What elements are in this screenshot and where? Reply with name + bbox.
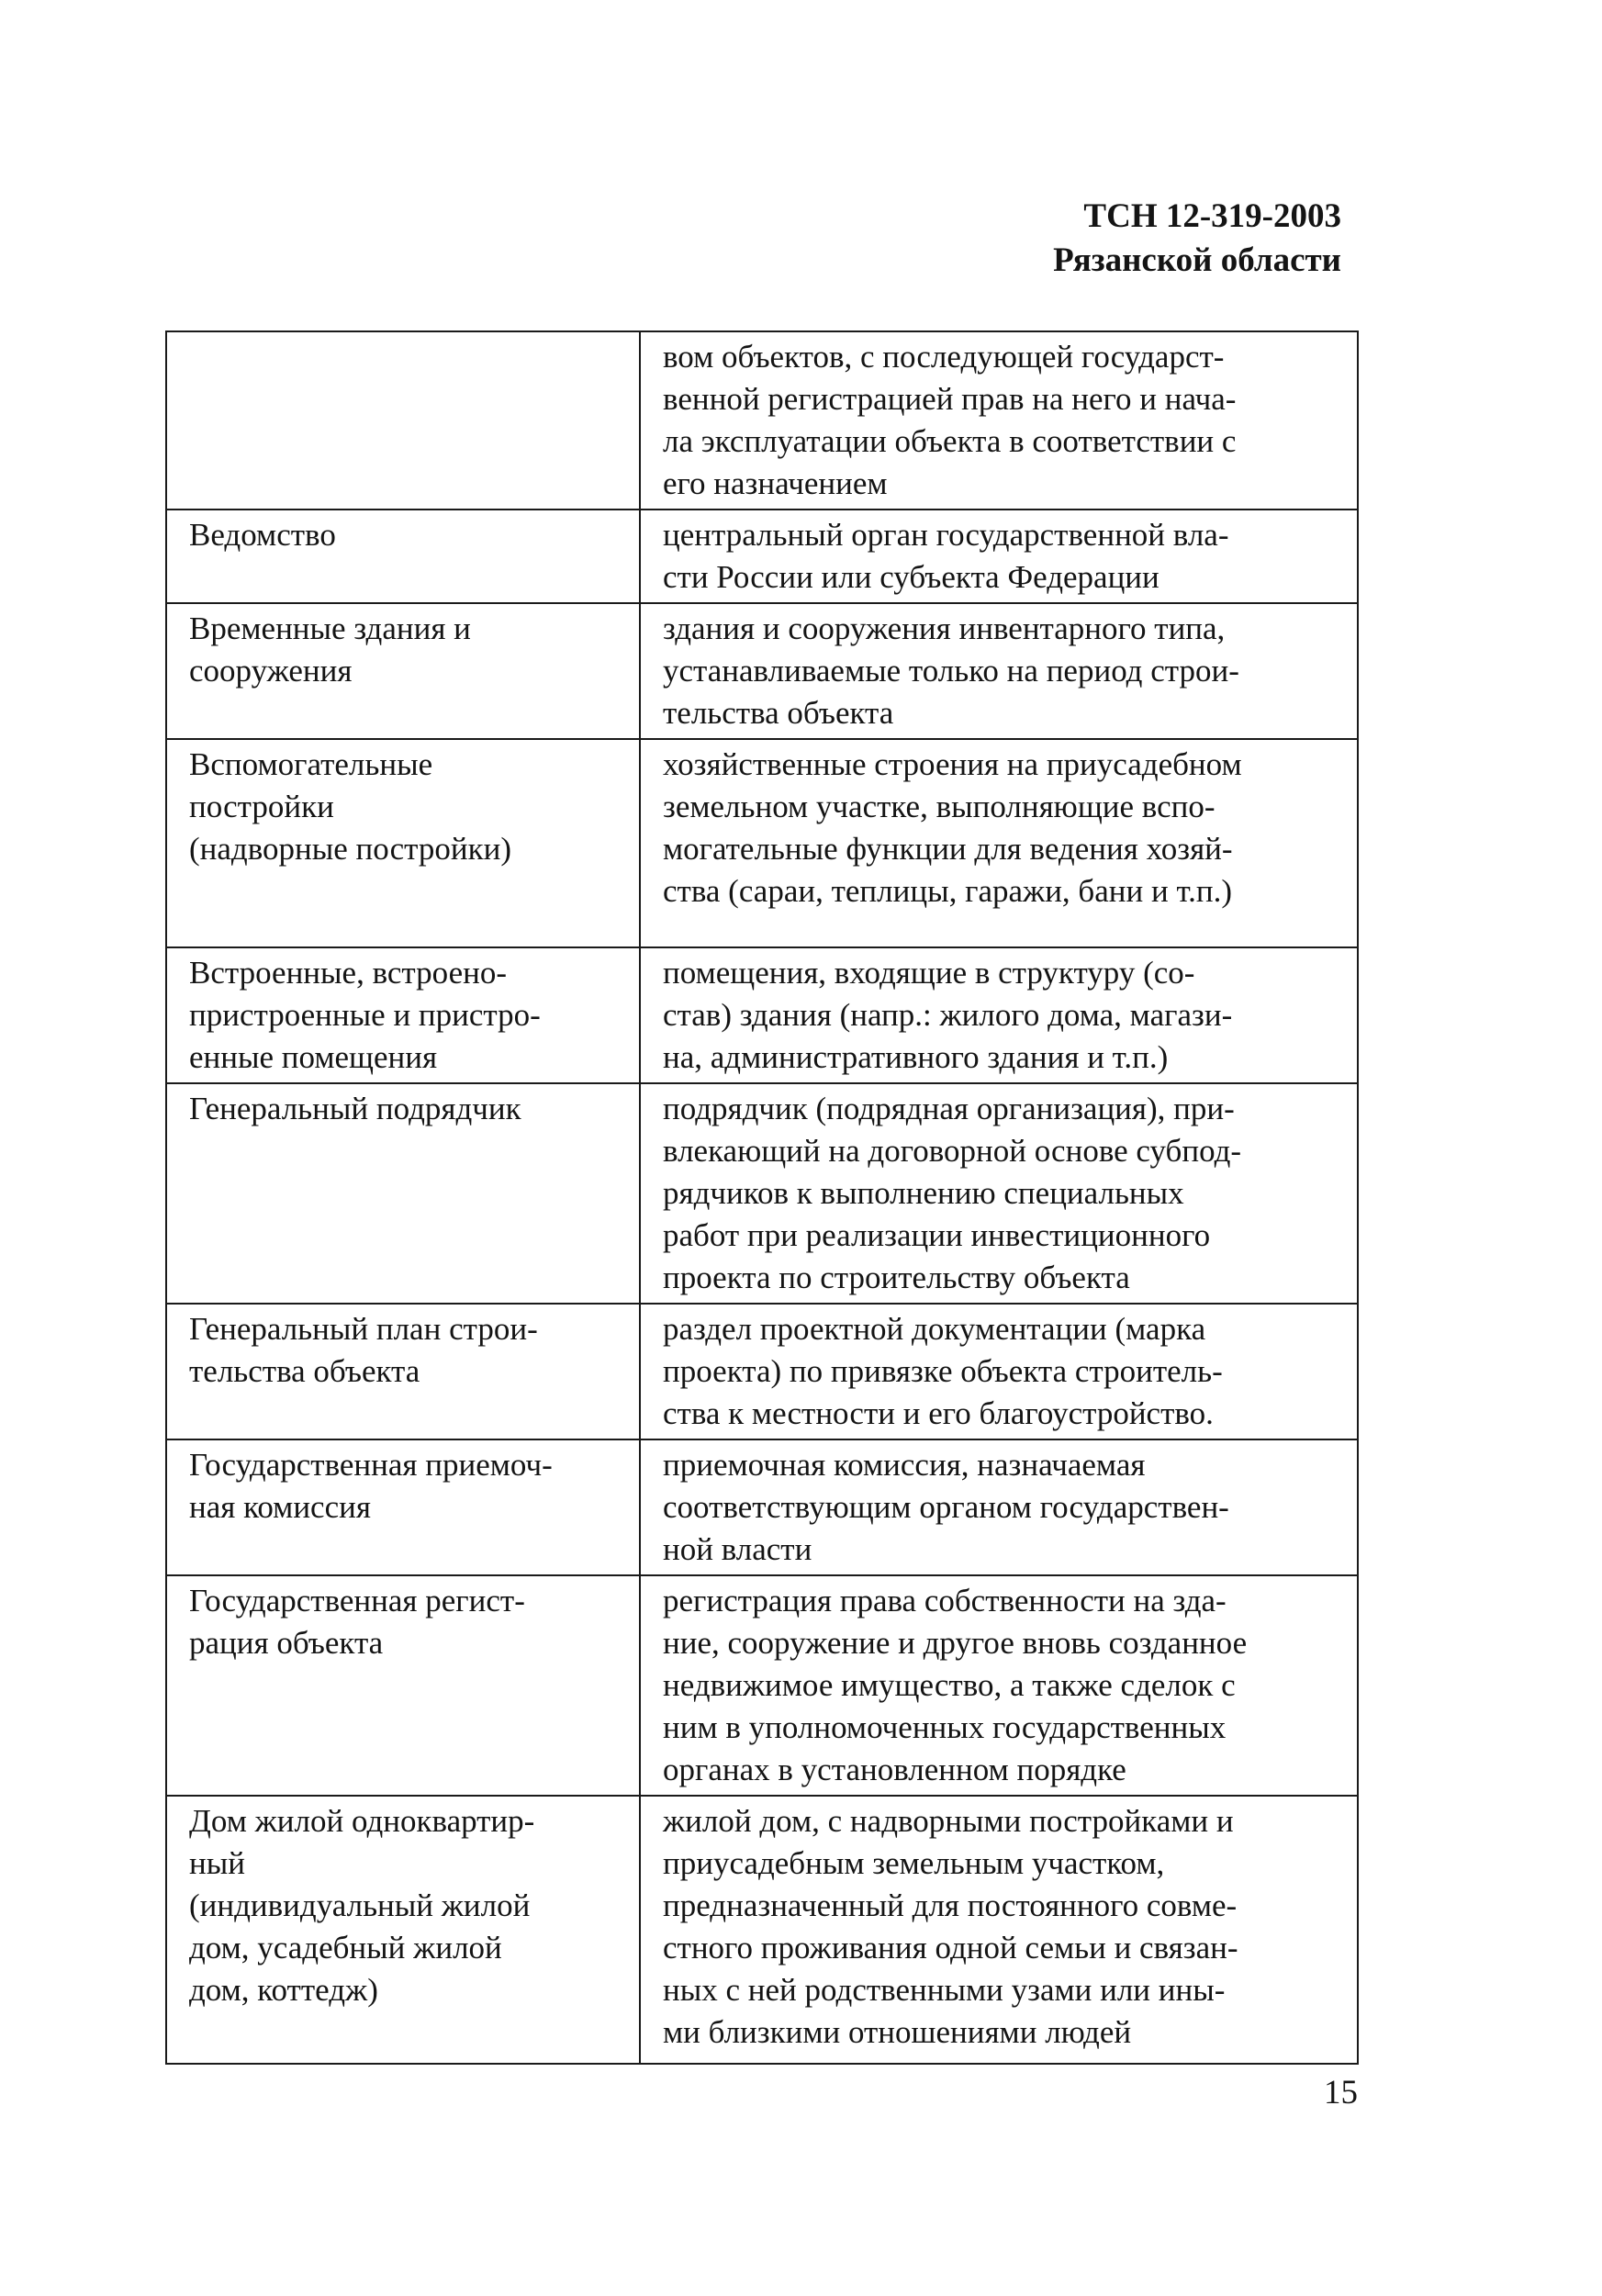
term-line: Государственная регист- bbox=[189, 1583, 525, 1618]
term-line: (надворные постройки) bbox=[189, 831, 512, 867]
definition-line: стного проживания одной семьи и связан- bbox=[663, 1930, 1238, 1966]
definition-line: жилой дом, с надворными постройками и bbox=[663, 1803, 1234, 1839]
definition-cell bbox=[640, 1575, 1358, 1796]
table-row bbox=[166, 1439, 1358, 1575]
term-cell bbox=[166, 1083, 640, 1304]
table-row bbox=[166, 739, 1358, 947]
table-row bbox=[166, 1304, 1358, 1439]
definition-line: ми близкими отношениями людей bbox=[663, 2014, 1132, 2050]
definition-line: устанавливаемые только на период строи- bbox=[663, 653, 1239, 689]
definition-line: органах в установленном порядке bbox=[663, 1752, 1126, 1787]
term-line: Дом жилой одноквартир- bbox=[189, 1803, 535, 1839]
page-number: 15 bbox=[1324, 2074, 1358, 2111]
term-line: Временные здания и bbox=[189, 610, 471, 646]
definition-line: на, административного здания и т.п.) bbox=[663, 1039, 1169, 1075]
term-line: постройки bbox=[189, 789, 334, 824]
term-line: енные помещения bbox=[189, 1039, 438, 1075]
definition-cell bbox=[640, 1304, 1358, 1439]
term-line: пристроенные и пристро- bbox=[189, 997, 541, 1033]
definition-line: земельном участке, выполняющие вспо- bbox=[663, 789, 1216, 824]
definition-line: помещения, входящие в структуру (со- bbox=[663, 955, 1195, 991]
definition-cell bbox=[640, 1796, 1358, 2064]
definition-line: став) здания (напр.: жилого дома, магази- bbox=[663, 997, 1233, 1033]
table-row bbox=[166, 947, 1358, 1083]
definition-cell bbox=[640, 1439, 1358, 1575]
term-line: тельства объекта bbox=[189, 1353, 420, 1389]
term-line: Государственная приемоч- bbox=[189, 1447, 553, 1483]
term-line: Ведомство bbox=[189, 517, 336, 553]
term-line: дом, усадебный жилой bbox=[189, 1930, 502, 1966]
definition-cell bbox=[640, 739, 1358, 947]
term-line: Вспомогательные bbox=[189, 746, 433, 782]
term-cell bbox=[166, 510, 640, 603]
term-cell bbox=[166, 739, 640, 947]
table-row bbox=[166, 1083, 1358, 1304]
definition-cell bbox=[640, 331, 1358, 510]
definition-line: сти России или субъекта Федерации bbox=[663, 559, 1159, 595]
document-code: ТСН 12-319-2003 bbox=[1083, 197, 1341, 235]
definition-line: проекта по строительству объекта bbox=[663, 1260, 1130, 1295]
table-row bbox=[166, 1575, 1358, 1796]
table-row bbox=[166, 1796, 1358, 2064]
definition-line: работ при реализации инвестиционного bbox=[663, 1217, 1211, 1253]
table-row bbox=[166, 510, 1358, 603]
definition-line: ства к местности и его благоустройство. bbox=[663, 1395, 1214, 1431]
definition-line: ла эксплуатации объекта в соответствии с bbox=[663, 423, 1237, 459]
term-line: Генеральный подрядчик bbox=[189, 1091, 521, 1126]
definition-line: ной власти bbox=[663, 1531, 812, 1567]
definition-cell bbox=[640, 510, 1358, 603]
definition-line: ние, сооружение и другое вновь созданное bbox=[663, 1625, 1248, 1661]
term-line: рация объекта bbox=[189, 1625, 384, 1661]
definition-line: влекающий на договорной основе субпод- bbox=[663, 1133, 1242, 1169]
term-line: сооружения bbox=[189, 653, 353, 689]
term-line: (индивидуальный жилой bbox=[189, 1887, 531, 1923]
table-row bbox=[166, 603, 1358, 739]
definition-line: центральный орган государственной вла- bbox=[663, 517, 1229, 553]
definition-line: ства (сараи, теплицы, гаражи, бани и т.п.) bbox=[663, 873, 1233, 909]
table-row bbox=[166, 331, 1358, 510]
definition-line: соответствующим органом государствен- bbox=[663, 1489, 1229, 1525]
term-cell bbox=[166, 1439, 640, 1575]
definition-line: приемочная комиссия, назначаемая bbox=[663, 1447, 1146, 1483]
definition-line: раздел проектной документации (марка bbox=[663, 1311, 1206, 1347]
document-region: Рязанской области bbox=[1053, 241, 1341, 279]
terms-table-body bbox=[166, 331, 1358, 2064]
definition-line: вом объектов, с последующей государст- bbox=[663, 339, 1225, 375]
document-header bbox=[1053, 195, 1341, 283]
term-cell bbox=[166, 331, 640, 510]
definition-line: венной регистрацией прав на него и нача- bbox=[663, 381, 1237, 417]
terms-table bbox=[165, 330, 1359, 2065]
term-line: ная комиссия bbox=[189, 1489, 371, 1525]
definition-line: здания и сооружения инвентарного типа, bbox=[663, 610, 1226, 646]
definition-line: проекта) по привязке объекта строитель- bbox=[663, 1353, 1223, 1389]
definition-line: подрядчик (подрядная организация), при- bbox=[663, 1091, 1235, 1126]
definition-line: недвижимое имущество, а также сделок с bbox=[663, 1667, 1236, 1703]
term-cell bbox=[166, 603, 640, 739]
definition-line: рядчиков к выполнению специальных bbox=[663, 1175, 1184, 1211]
definition-cell bbox=[640, 1083, 1358, 1304]
definition-cell bbox=[640, 603, 1358, 739]
definition-line: приусадебным земельным участком, bbox=[663, 1845, 1165, 1881]
definition-line: ных с ней родственными узами или ины- bbox=[663, 1972, 1226, 2008]
definition-line: предназначенный для постоянного совме- bbox=[663, 1887, 1238, 1923]
definition-cell bbox=[640, 947, 1358, 1083]
definition-line: регистрация права собственности на зда- bbox=[663, 1583, 1227, 1618]
definition-line: его назначением bbox=[663, 465, 888, 501]
term-line: дом, коттедж) bbox=[189, 1972, 378, 2008]
term-line: Встроенные, встроено- bbox=[189, 955, 508, 991]
definition-line: могательные функции для ведения хозяй- bbox=[663, 831, 1233, 867]
term-cell bbox=[166, 947, 640, 1083]
definition-line: ним в уполномоченных государственных bbox=[663, 1709, 1227, 1745]
term-line: ный bbox=[189, 1845, 245, 1881]
term-cell bbox=[166, 1575, 640, 1796]
term-line: Генеральный план строи- bbox=[189, 1311, 538, 1347]
definition-line: хозяйственные строения на приусадебном bbox=[663, 746, 1242, 782]
term-cell bbox=[166, 1304, 640, 1439]
definition-line: тельства объекта bbox=[663, 695, 894, 731]
term-cell bbox=[166, 1796, 640, 2064]
